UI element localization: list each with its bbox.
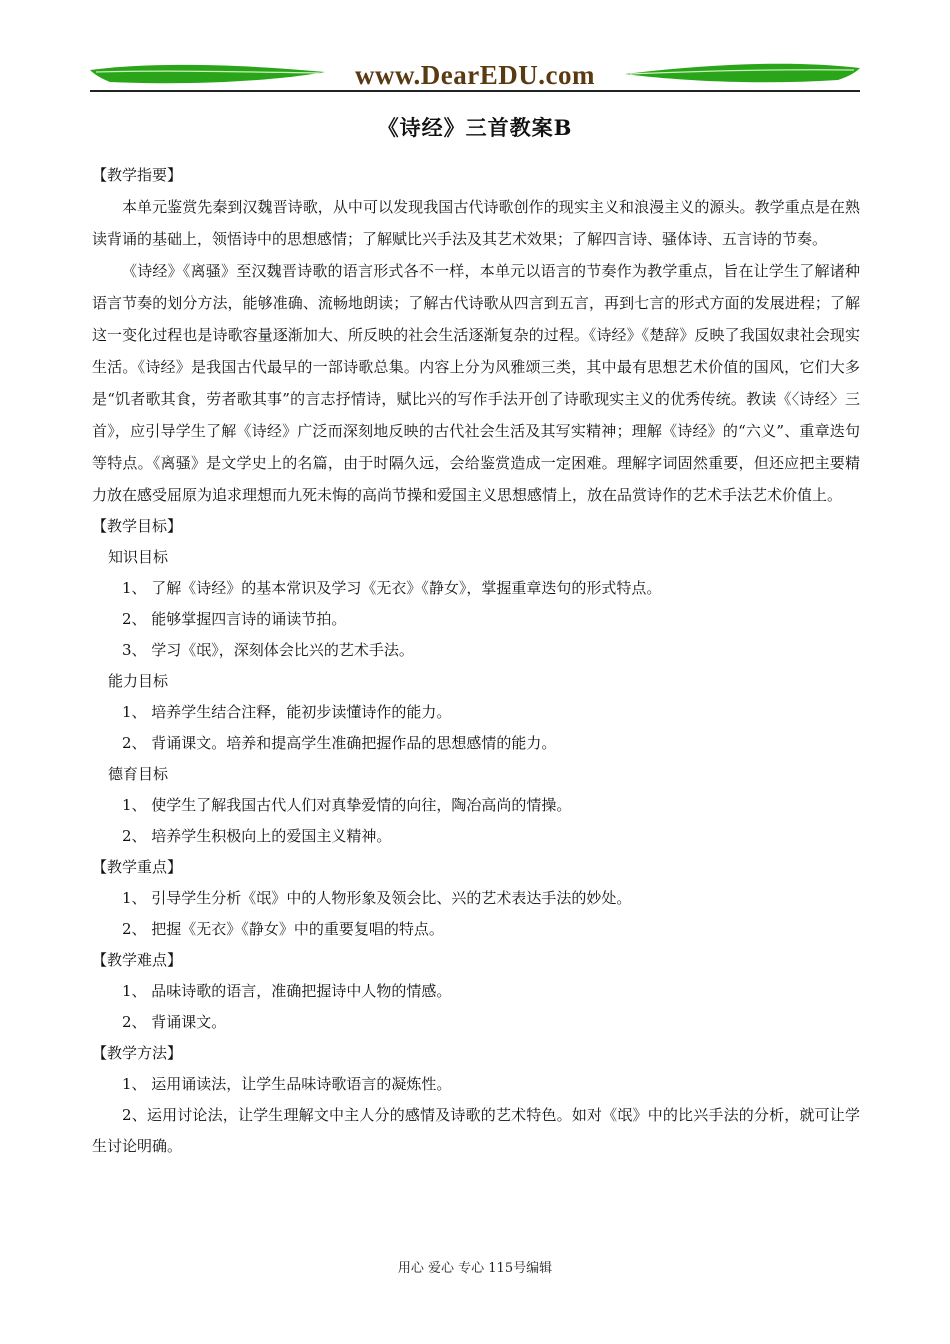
list-item: 1、 运用诵读法，让学生品味诗歌语言的凝炼性。: [122, 1075, 452, 1093]
list-item: 1、 了解《诗经》的基本常识及学习《无衣》《静女》，掌握重章迭句的形式特点。: [122, 579, 662, 597]
header-divider: [90, 90, 860, 92]
subheading-moral: 德育目标: [108, 765, 169, 783]
list-item: 2、 背诵课文。: [122, 1013, 227, 1031]
list-item: 1、 培养学生结合注释，能初步读懂诗作的能力。: [122, 703, 452, 721]
list-item: 1、 使学生了解我国古代人们对真挚爱情的向往，陶冶高尚的情操。: [122, 796, 572, 814]
section-heading-methods: 【教学方法】: [92, 1044, 183, 1062]
guide-paragraph: 《诗经》《离骚》至汉魏晋诗歌的语言形式各不一样，本单元以语言的节奏作为教学重点，旨在让学生了解诸种语言节奏的划分方法，能够准确、流畅地朗读；了解古代诗歌从四言到五言，再到七言的形式方面的发展进程；了解这一变化过程也是诗歌容量逐渐加大、所反映的社会生活逐渐复杂的过程。《诗经》《楚辞》反映了我国奴隶社会现实生活。《诗经》是我国古代最早的一部诗歌总集。内容上分为风雅颂三类，其中最有思想艺术价值的国风，它们大多是“饥者歌其食，劳者歌其事”的言志抒情诗，赋比兴的写作手法开创了诗歌现实主义的优秀传统。教读《〈诗经〉三首》，应引导学生了解《诗经》广泛而深刻地反映的古代社会生活及其写实精神；理解《诗经》的“六义”、重章迭句等特点。《离骚》是文学史上的名篇，由于时隔久远，会给鉴赏造成一定困难。理解字词固然重要，但还应把主要精力放在感受屈原为追求理想而九死未悔的高尚节操和爱国主义思想感情上，放在品赏诗作的艺术手法艺术价值上。: [92, 262, 860, 504]
section-heading-difficulties: 【教学难点】: [92, 951, 183, 969]
site-header: [90, 58, 860, 94]
page-title: 《诗经》三首教案B: [377, 115, 573, 140]
section-heading-key-points: 【教学重点】: [92, 858, 183, 876]
page-footer: 用心 爱心 专心 115号编辑: [397, 1261, 553, 1276]
document-body: [92, 160, 860, 1162]
list-item: 2、 把握《无衣》《静女》中的重要复唱的特点。: [122, 920, 444, 938]
list-item: 3、 学习《氓》，深刻体会比兴的艺术手法。: [122, 641, 414, 659]
list-item: 2、 培养学生积极向上的爱国主义精神。: [122, 827, 392, 845]
site-url-logo: www.DearEDU.com: [355, 60, 595, 90]
list-item: 1、 品味诗歌的语言，准确把握诗中人物的情感。: [122, 982, 452, 1000]
section-heading-goals: 【教学目标】: [92, 517, 183, 535]
subheading-knowledge: 知识目标: [108, 548, 169, 566]
guide-paragraph: 本单元鉴赏先秦到汉魏晋诗歌，从中可以发现我国古代诗歌创作的现实主义和浪漫主义的源头。教学重点是在熟读背诵的基础上，领悟诗中的思想感情；了解赋比兴手法及其艺术效果；了解四言诗、骚体诗、五言诗的节奏。: [92, 198, 860, 248]
list-item: 2、 背诵课文。培养和提高学生准确把握作品的思想感情的能力。: [122, 734, 557, 752]
list-item: 2、 能够掌握四言诗的诵读节拍。: [122, 610, 347, 628]
list-item: 1、 引导学生分析《氓》中的人物形象及领会比、兴的艺术表达手法的妙处。: [122, 889, 632, 907]
subheading-ability: 能力目标: [108, 672, 169, 690]
list-item: 2、运用讨论法，让学生理解文中主人分的感情及诗歌的艺术特色。如对《氓》中的比兴手法的分析，就可让学生讨论明确。: [92, 1106, 860, 1155]
section-heading-guide: 【教学指要】: [92, 166, 183, 184]
